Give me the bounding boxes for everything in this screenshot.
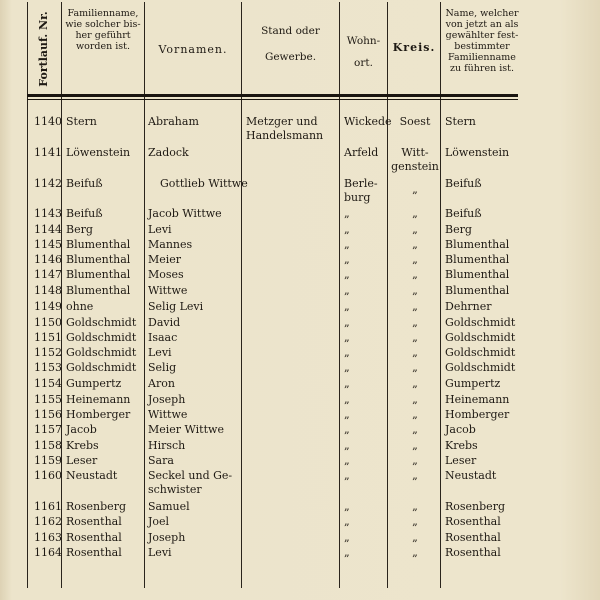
row-stand: Metzger und Handelsmann: [246, 115, 324, 142]
row-vornamen: Samuel: [148, 500, 190, 513]
row-number: 1156: [34, 408, 62, 421]
row-wohnort: „: [344, 316, 350, 329]
row-familienname: Goldschmidt: [66, 346, 137, 359]
row-wohnort: Arfeld: [344, 146, 379, 159]
row-familienname: Blumenthal: [66, 284, 131, 297]
row-vornamen: Joseph: [148, 531, 186, 544]
row-neuer-name: Beifuß: [445, 177, 482, 190]
row-vornamen: Moses: [148, 268, 184, 281]
row-familienname: Jacob: [66, 423, 97, 436]
row-kreis: „: [412, 331, 418, 344]
row-vornamen: Joel: [148, 515, 170, 528]
row-familienname: Gumpertz: [66, 377, 122, 390]
row-number: 1153: [34, 361, 62, 374]
row-familienname: Löwenstein: [66, 146, 131, 159]
row-vornamen: Wittwe: [148, 408, 188, 421]
row-familienname: Rosenthal: [66, 531, 122, 544]
row-number: 1142: [34, 177, 62, 190]
row-number: 1155: [34, 393, 62, 406]
row-number: 1149: [34, 300, 62, 313]
row-number: 1148: [34, 284, 62, 297]
row-neuer-name: Berg: [445, 223, 472, 236]
row-number: 1162: [34, 515, 62, 528]
row-wohnort: „: [344, 454, 350, 467]
row-vornamen: Abraham: [148, 115, 199, 128]
row-vornamen: Seckel und Ge- schwister: [148, 469, 233, 496]
row-wohnort: „: [344, 393, 350, 406]
row-kreis: „: [412, 500, 418, 513]
row-wohnort: Berle- burg: [344, 177, 378, 204]
row-number: 1140: [34, 115, 62, 128]
row-kreis: „: [412, 377, 418, 390]
row-kreis: Soest: [399, 115, 431, 128]
row-neuer-name: Homberger: [445, 408, 510, 421]
row-neuer-name: Stern: [445, 115, 476, 128]
row-familienname: Goldschmidt: [66, 331, 137, 344]
row-familienname: Rosenberg: [66, 500, 126, 513]
row-familienname: Heinemann: [66, 393, 131, 406]
row-kreis: „: [412, 238, 418, 251]
row-vornamen: Isaac: [148, 331, 178, 344]
row-kreis: „: [412, 253, 418, 266]
row-number: 1159: [34, 454, 62, 467]
row-kreis: „: [412, 439, 418, 452]
row-kreis: „: [412, 361, 418, 374]
row-vornamen: Sara: [148, 454, 174, 467]
row-kreis: „: [412, 393, 418, 406]
row-wohnort: „: [344, 331, 350, 344]
row-kreis: „: [412, 223, 418, 236]
row-neuer-name: Leser: [445, 454, 477, 467]
row-wohnort: Wickede: [344, 115, 392, 128]
row-wohnort: „: [344, 207, 350, 220]
row-neuer-name: Rosenberg: [445, 500, 505, 513]
row-number: 1157: [34, 423, 62, 436]
row-neuer-name: Blumenthal: [445, 268, 510, 281]
header-nr: Fortlauf. Nr.: [37, 11, 50, 87]
row-neuer-name: Beifuß: [445, 207, 482, 220]
row-number: 1147: [34, 268, 62, 281]
header-stand: Stand oder Gewerbe.: [261, 25, 320, 63]
row-kreis: „: [412, 316, 418, 329]
row-wohnort: „: [344, 238, 350, 251]
row-kreis: „: [412, 207, 418, 220]
row-wohnort: „: [344, 300, 350, 313]
row-vornamen: Meier: [148, 253, 182, 266]
row-wohnort: „: [344, 439, 350, 452]
row-number: 1163: [34, 531, 62, 544]
row-familienname: Berg: [66, 223, 93, 236]
row-kreis: „: [412, 268, 418, 281]
row-kreis: „: [412, 408, 418, 421]
row-familienname: Blumenthal: [66, 253, 131, 266]
row-wohnort: „: [344, 408, 350, 421]
row-kreis: Witt- genstein: [391, 146, 439, 173]
row-vornamen: Gottlieb Wittwe: [160, 177, 248, 190]
row-vornamen: David: [148, 316, 181, 329]
row-neuer-name: Dehrner: [445, 300, 492, 313]
row-number: 1143: [34, 207, 62, 220]
row-neuer-name: Blumenthal: [445, 238, 510, 251]
row-neuer-name: Goldschmidt: [445, 361, 516, 374]
row-vornamen: Selig: [148, 361, 177, 374]
row-vornamen: Jacob Wittwe: [148, 207, 222, 220]
row-familienname: Rosenthal: [66, 546, 122, 559]
row-vornamen: Meier Wittwe: [148, 423, 224, 436]
row-neuer-name: Rosenthal: [445, 515, 501, 528]
row-familienname: Stern: [66, 115, 97, 128]
row-neuer-name: Goldschmidt: [445, 346, 516, 359]
row-vornamen: Mannes: [148, 238, 193, 251]
row-wohnort: „: [344, 500, 350, 513]
row-number: 1151: [34, 331, 62, 344]
row-number: 1141: [34, 146, 62, 159]
row-kreis: „: [412, 454, 418, 467]
row-kreis: „: [412, 300, 418, 313]
row-familienname: Rosenthal: [66, 515, 122, 528]
row-wohnort: „: [344, 223, 350, 236]
row-neuer-name: Jacob: [445, 423, 476, 436]
row-familienname: Blumenthal: [66, 238, 131, 251]
row-vornamen: Hirsch: [148, 439, 186, 452]
row-wohnort: „: [344, 346, 350, 359]
row-kreis: „: [412, 531, 418, 544]
row-number: 1150: [34, 316, 62, 329]
header-familienname: Familienname, wie solcher bis- her geführt worden ist.: [65, 8, 141, 52]
row-wohnort: „: [344, 546, 350, 559]
row-neuer-name: Rosenthal: [445, 531, 501, 544]
row-kreis: „: [412, 546, 418, 559]
header-kreis: Kreis.: [392, 41, 436, 54]
row-kreis: „: [412, 423, 418, 436]
row-number: 1164: [34, 546, 62, 559]
row-neuer-name: Löwenstein: [445, 146, 510, 159]
row-vornamen: Wittwe: [148, 284, 188, 297]
row-number: 1152: [34, 346, 62, 359]
row-vornamen: Zadock: [148, 146, 189, 159]
row-neuer-name: Blumenthal: [445, 284, 510, 297]
row-familienname: Beifuß: [66, 177, 103, 190]
row-familienname: Neustadt: [66, 469, 118, 482]
row-number: 1146: [34, 253, 62, 266]
row-wohnort: „: [344, 361, 350, 374]
row-vornamen: Levi: [148, 546, 172, 559]
row-kreis: „: [412, 346, 418, 359]
row-wohnort: „: [344, 531, 350, 544]
row-familienname: Beifuß: [66, 207, 103, 220]
row-neuer-name: Blumenthal: [445, 253, 510, 266]
row-familienname: Leser: [66, 454, 98, 467]
row-wohnort: „: [344, 268, 350, 281]
header-vornamen: Vornamen.: [158, 43, 228, 56]
row-neuer-name: Gumpertz: [445, 377, 501, 390]
row-familienname: Homberger: [66, 408, 131, 421]
row-kreis: „: [412, 515, 418, 528]
row-number: 1144: [34, 223, 62, 236]
row-neuer-name: Goldschmidt: [445, 316, 516, 329]
row-familienname: Goldschmidt: [66, 316, 137, 329]
row-wohnort: „: [344, 284, 350, 297]
row-neuer-name: Neustadt: [445, 469, 497, 482]
row-wohnort: „: [344, 469, 350, 482]
row-vornamen: Aron: [148, 377, 175, 390]
row-wohnort: „: [344, 423, 350, 436]
row-familienname: Blumenthal: [66, 268, 131, 281]
row-wohnort: „: [344, 253, 350, 266]
row-number: 1161: [34, 500, 62, 513]
row-vornamen: Selig Levi: [148, 300, 204, 313]
row-wohnort: „: [344, 377, 350, 390]
row-familienname: ohne: [66, 300, 94, 313]
row-neuer-name: Goldschmidt: [445, 331, 516, 344]
header-wohnort: Wohn- ort.: [346, 35, 381, 69]
row-familienname: Krebs: [66, 439, 99, 452]
row-neuer-name: Rosenthal: [445, 546, 501, 559]
row-number: 1154: [34, 377, 62, 390]
row-vornamen: Joseph: [148, 393, 186, 406]
row-kreis: „: [412, 284, 418, 297]
row-neuer-name: Krebs: [445, 439, 478, 452]
row-number: 1158: [34, 439, 62, 452]
row-wohnort: „: [344, 515, 350, 528]
row-vornamen: Levi: [148, 346, 172, 359]
row-vornamen: Levi: [148, 223, 172, 236]
row-number: 1145: [34, 238, 62, 251]
row-familienname: Goldschmidt: [66, 361, 137, 374]
row-neuer-name: Heinemann: [445, 393, 510, 406]
row-number: 1160: [34, 469, 62, 482]
row-kreis: „: [412, 469, 418, 482]
row-kreis: „: [412, 183, 418, 196]
header-neuer-name: Name, welcher von jetzt an als gewählter fest- bestimmter Familienname zu führen ist.: [445, 8, 519, 74]
